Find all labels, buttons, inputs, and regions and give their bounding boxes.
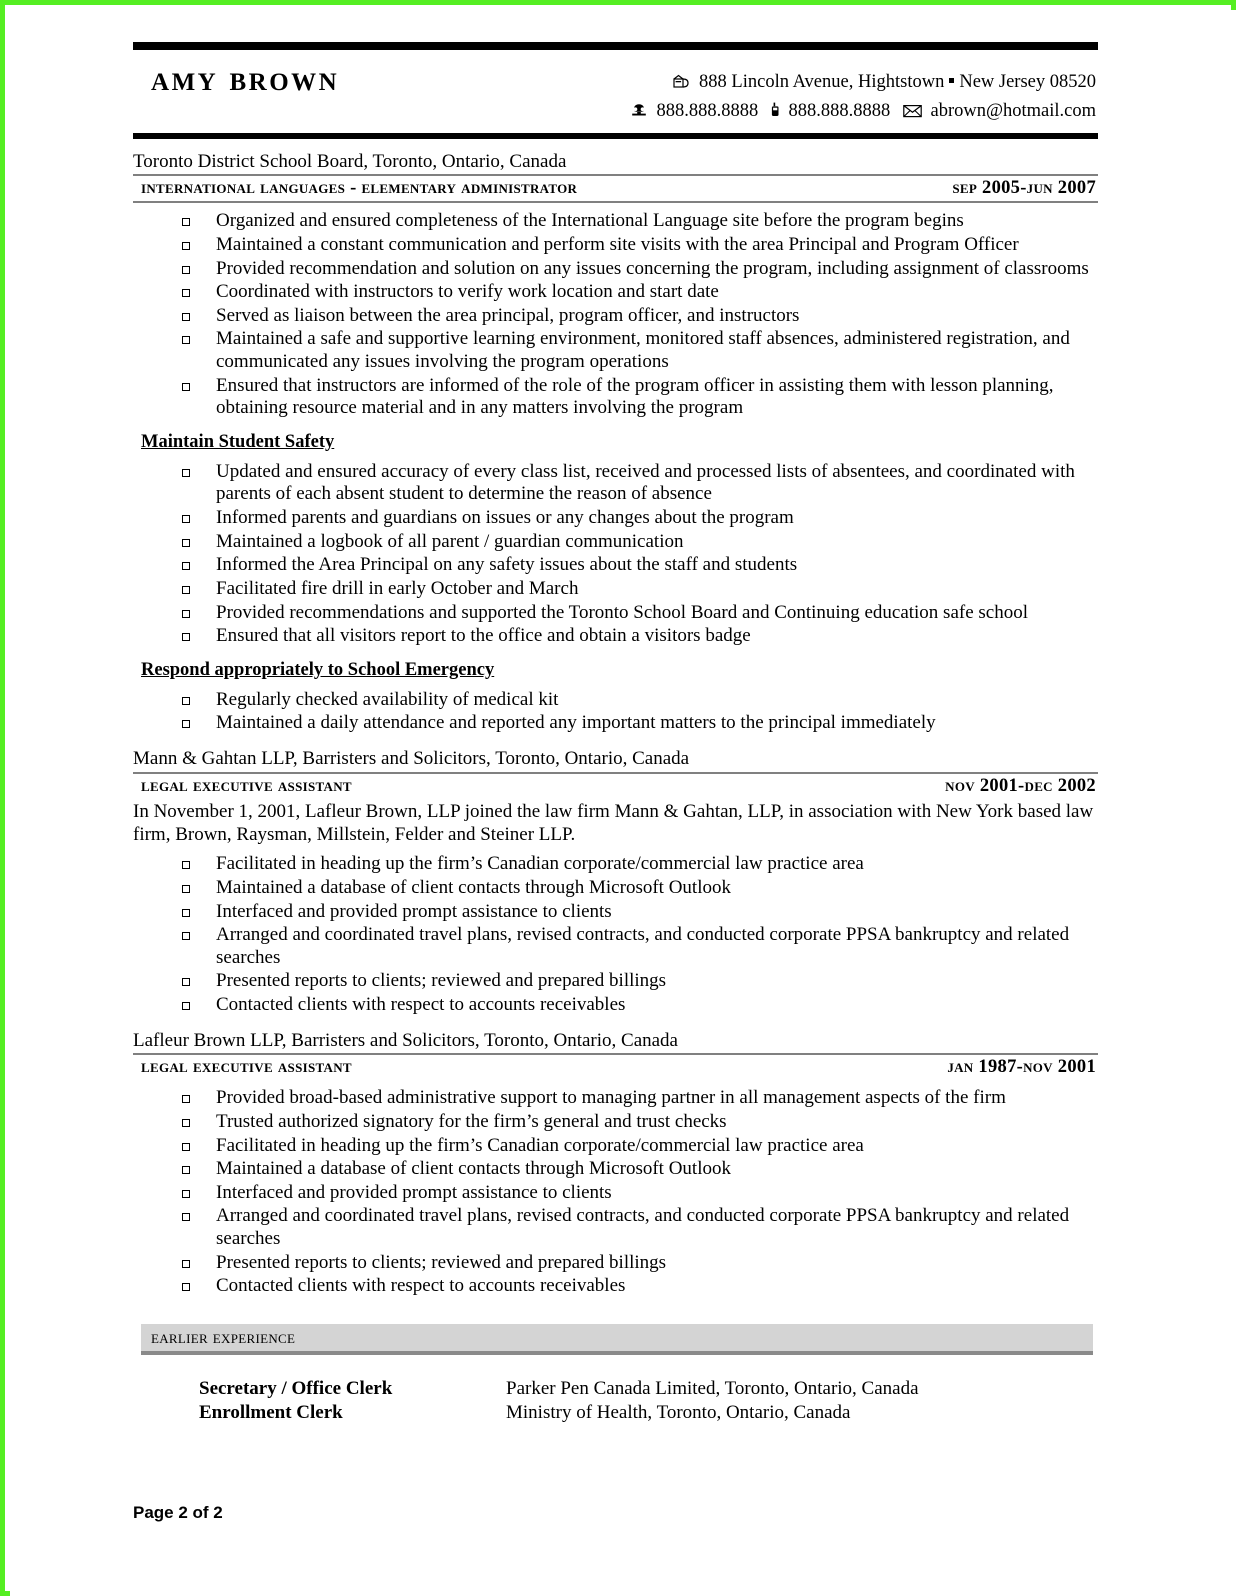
earlier-org: Ministry of Health, Toronto, Ontario, Canada — [506, 1402, 851, 1424]
table-row — [199, 1377, 1098, 1402]
job-dates: nov 2001-dec 2002 — [945, 775, 1096, 796]
list-item: Contacted clients with respect to accounts receivables — [179, 994, 1098, 1017]
earlier-experience-section — [133, 1324, 1098, 1426]
list-item: Informed the Area Principal on any safety issues about the staff and students — [179, 554, 1098, 577]
contact-region-text: New Jersey 08520 — [959, 72, 1096, 92]
telephone-icon — [630, 100, 648, 127]
contact-address-line — [630, 69, 1096, 98]
contact-block — [630, 59, 1098, 127]
list-item: Facilitated in heading up the firm’s Canadian corporate/commercial law practice area — [179, 1135, 1098, 1158]
resume-header — [133, 42, 1098, 139]
earlier-role: Enrollment Clerk — [199, 1402, 343, 1424]
mobile-phone-icon — [771, 100, 780, 127]
list-item: Organized and ensured completeness of the International Language site before the program begins — [179, 210, 1098, 233]
list-item: Ensured that instructors are informed of the role of the program officer in assisting them with lesson planning, obtaining resource material and in any matters involving the program — [179, 375, 1098, 420]
list-item: Maintained a constant communication and perform site visits with the area Principal and Program Officer — [179, 234, 1098, 257]
list-item: Provided recommendations and supported the Toronto School Board and Continuing education safe school — [179, 602, 1098, 625]
job-company: Toronto District School Board, Toronto, Ontario, Canada — [133, 150, 567, 172]
list-item: Coordinated with instructors to verify work location and start date — [179, 281, 1098, 304]
list-item: Facilitated in heading up the firm’s Canadian corporate/commercial law practice area — [179, 853, 1098, 876]
mailbox-icon — [673, 71, 690, 98]
job-title-row — [133, 1053, 1098, 1080]
job-title-row — [133, 174, 1098, 203]
list-item: Maintained a database of client contacts through Microsoft Outlook — [179, 877, 1098, 900]
job-entry — [133, 736, 1098, 1017]
list-item: Presented reports to clients; reviewed and prepared billings — [179, 970, 1098, 993]
list-item: Arranged and coordinated travel plans, revised contracts, and conducted corporate PPSA bankruptcy and related searches — [179, 924, 1098, 969]
list-item: Interfaced and provided prompt assistance to clients — [179, 1182, 1098, 1205]
list-item: Trusted authorized signatory for the firm’s general and trust checks — [179, 1111, 1098, 1134]
job-dates: jan 1987-nov 2001 — [947, 1057, 1096, 1078]
envelope-icon — [903, 100, 922, 127]
list-item: Informed parents and guardians on issues or any changes about the program — [179, 507, 1098, 530]
resume-content — [133, 42, 1098, 1426]
job-title: legal executive assistant — [141, 1057, 352, 1078]
list-item: Provided broad-based administrative support to managing partner in all management aspects of the firm — [179, 1087, 1098, 1110]
table-row — [199, 1401, 1098, 1426]
job-entry — [133, 1018, 1098, 1298]
job-dates: sep 2005-jun 2007 — [952, 178, 1096, 199]
job-bullet-list — [133, 210, 1098, 419]
contact-phone-line — [630, 98, 1096, 127]
contact-email-text: abrown@hotmail.com — [930, 100, 1096, 121]
list-item: Maintained a database of client contacts through Microsoft Outlook — [179, 1158, 1098, 1181]
contact-phone-text: 888.888.8888 — [656, 100, 759, 121]
subsection-heading: Maintain Student Safety — [141, 431, 335, 452]
list-item: Facilitated fire drill in early October and March — [179, 578, 1098, 601]
list-item: Presented reports to clients; reviewed and prepared billings — [179, 1252, 1098, 1275]
job-title-row — [133, 772, 1098, 799]
job-title: international languages - elementary administrator — [141, 178, 578, 199]
job-bullet-list — [133, 1087, 1098, 1297]
job-entry — [133, 139, 1098, 735]
earlier-org: Parker Pen Canada Limited, Toronto, Ontario, Canada — [506, 1377, 919, 1399]
job-company: Mann & Gahtan LLP, Barristers and Solicitors, Toronto, Ontario, Canada — [133, 747, 690, 769]
earlier-experience-banner: earlier experience — [141, 1324, 1093, 1355]
list-item: Provided recommendation and solution on any issues concerning the program, including assignment of classrooms — [179, 258, 1098, 281]
page-footer: Page 2 of 2 — [133, 1503, 223, 1522]
contact-address-text: 888 Lincoln Avenue, Hightstown — [699, 72, 945, 92]
list-item: Updated and ensured accuracy of every class list, received and processed lists of absentees, and coordinated with parents of each absent student to determine the reason of absence — [179, 461, 1098, 506]
header-rule-top — [133, 42, 1098, 50]
separator-square-icon — [949, 78, 954, 83]
job-bullet-list — [133, 853, 1098, 1016]
contact-mobile-text: 888.888.8888 — [788, 100, 891, 121]
candidate-name: amy brown — [151, 59, 340, 98]
list-item: Regularly checked availability of medical kit — [179, 689, 1098, 712]
list-item: Interfaced and provided prompt assistance to clients — [179, 901, 1098, 924]
subsection-bullet-list — [133, 461, 1098, 648]
list-item: Maintained a daily attendance and reported any important matters to the principal immediately — [179, 712, 1098, 735]
job-title: legal executive assistant — [141, 775, 352, 796]
list-item: Contacted clients with respect to accounts receivables — [179, 1275, 1098, 1298]
resume-page — [8, 8, 1228, 1588]
earlier-role: Secretary / Office Clerk — [199, 1377, 393, 1399]
list-item: Ensured that all visitors report to the office and obtain a visitors badge — [179, 625, 1098, 648]
job-description: In November 1, 2001, Lafleur Brown, LLP joined the law firm Mann & Gahtan, LLP, in association with New York based law firm, Brown, Raysman, Millstein, Felder and Steiner LLP. — [133, 800, 1094, 845]
list-item: Arranged and coordinated travel plans, revised contracts, and conducted corporate PPSA bankruptcy and related searches — [179, 1205, 1098, 1250]
list-item: Maintained a safe and supportive learning environment, monitored staff absences, administered registration, and communicated any issues involving the program operations — [179, 328, 1098, 373]
earlier-experience-rows — [199, 1377, 1098, 1426]
job-company: Lafleur Brown LLP, Barristers and Solicitors, Toronto, Ontario, Canada — [133, 1029, 678, 1051]
list-item: Maintained a logbook of all parent / guardian communication — [179, 531, 1098, 554]
subsection-heading: Respond appropriately to School Emergency — [141, 659, 495, 680]
list-item: Served as liaison between the area principal, program officer, and instructors — [179, 305, 1098, 328]
subsection-bullet-list — [133, 689, 1098, 735]
header-body — [133, 50, 1098, 133]
